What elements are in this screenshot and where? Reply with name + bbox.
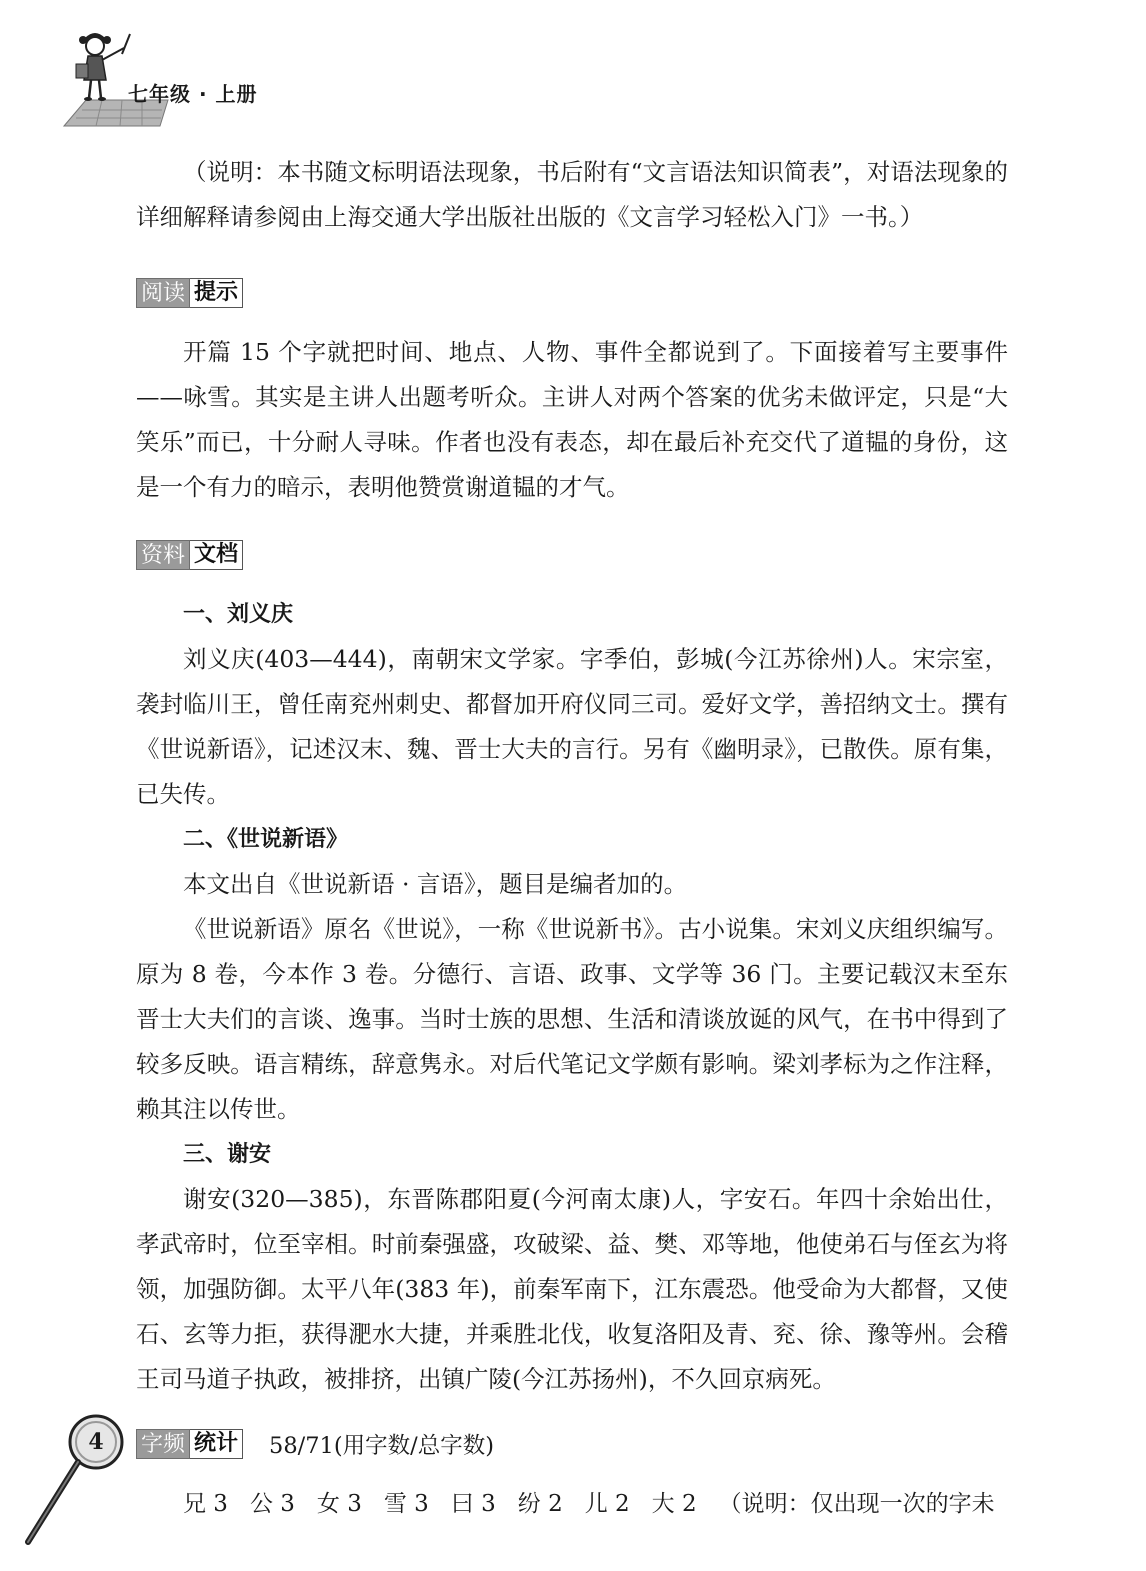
freq-item: 兄 3 [183, 1491, 228, 1517]
freq-item: 公 3 [249, 1491, 295, 1517]
freq-note: （说明：仅出现一次的字未 [718, 1491, 995, 1517]
section-xie-an-paragraph: 谢安(320—385)，东晋陈郡阳夏(今河南太康)人，字安石。年四十余始出仕，孝武帝时，位至宰相。时前秦强盛，攻破梁、益、樊、邓等地，他使弟石与侄玄为将领，加强防御。太平八年(383 年)，前秦军南下，江东震恐。他受命为大都督，又使石、玄等力拒，获得淝水大捷，并乘胜北伐，收复洛阳及青、兖、徐、豫等州。会稽王司马道子执政，被排挤，出镇广陵(今江苏扬州)，不久回京病死。 [136, 1185, 1008, 1393]
section-shishuo-paragraph-2: 《世说新语》原名《世说》，一称《世说新书》。古小说集。宋刘义庆组织编写。原为 8 卷，今本作 3 卷。分德行、言语、政事、文学等 36 门。主要记载汉末至东晋士大夫们的言谈、逸事。当时士族的思想、生活和清谈放诞的风气，在书中得到了较多反映。语言精练，辞意隽永。对后代笔记文学颇有影响。梁刘孝标为之作注释，赖其注以传世。 [136, 915, 1008, 1123]
section-shishuo-paragraph-1: 本文出自《世说新语 · 言语》，题目是编者加的。 [183, 870, 688, 898]
intro-note: （说明：本书随文标明语法现象，书后附有“文言语法知识简表”，对语法现象的详细解释请参阅由上海交通大学出版社出版的《文言学习轻松入门》一书。） [136, 158, 1008, 231]
materials-tag-light: 文档 [190, 540, 243, 570]
section-xie-an-title: 三、谢安 [183, 1142, 272, 1167]
freq-item: 纷 2 [517, 1491, 563, 1517]
freq-heading [136, 1429, 243, 1459]
reading-tip-paragraph: 开篇 15 个字就把时间、地点、人物、事件全都说到了。下面接着写主要事件——咏雪。其实是主讲人出题考听众。主讲人对两个答案的优劣未做评定，只是“大笑乐”而已，十分耐人寻味。作者也没有表态，却在最后补充交代了道韫的身份，这是一个有力的暗示，表明他赞赏谢道韫的才气。 [136, 338, 1008, 501]
freq-item: 女 3 [316, 1491, 362, 1517]
section-shishuo-title: 二、《世说新语》 [183, 827, 349, 852]
reading-tip-tag-light: 提示 [190, 278, 243, 308]
grade-label: 七年级 · 上册 [128, 82, 258, 106]
freq-heading-row [136, 1428, 1008, 1460]
reading-tip-tag-dark: 阅读 [136, 278, 190, 308]
reading-tip-heading [136, 278, 1008, 308]
section-liu-yiqing-title: 一、刘义庆 [183, 602, 294, 627]
freq-item: 大 2 [651, 1491, 697, 1517]
freq-item: 雪 3 [383, 1491, 429, 1517]
freq-tag-light: 统计 [190, 1429, 243, 1459]
freq-item: 儿 2 [584, 1491, 630, 1517]
header-girl-illustration [62, 18, 172, 128]
freq-list [136, 1482, 1008, 1527]
page-number: 4 [88, 1429, 104, 1455]
freq-item: 曰 3 [450, 1491, 496, 1517]
materials-tag-dark: 资料 [136, 540, 190, 570]
freq-tag-dark: 字频 [136, 1429, 190, 1459]
freq-count: 58/71(用字数/总字数) [269, 1433, 495, 1459]
section-liu-yiqing-paragraph: 刘义庆(403—444)，南朝宋文学家。字季伯，彭城(今江苏徐州)人。宋宗室，袭封临川王，曾任南兖州刺史、都督加开府仪同三司。爱好文学，善招纳文士。撰有《世说新语》，记述汉末、魏、晋士大夫的言行。另有《幽明录》，已散佚。原有集，已失传。 [136, 645, 1008, 808]
page-content [136, 150, 1008, 1527]
materials-heading [136, 540, 1008, 570]
